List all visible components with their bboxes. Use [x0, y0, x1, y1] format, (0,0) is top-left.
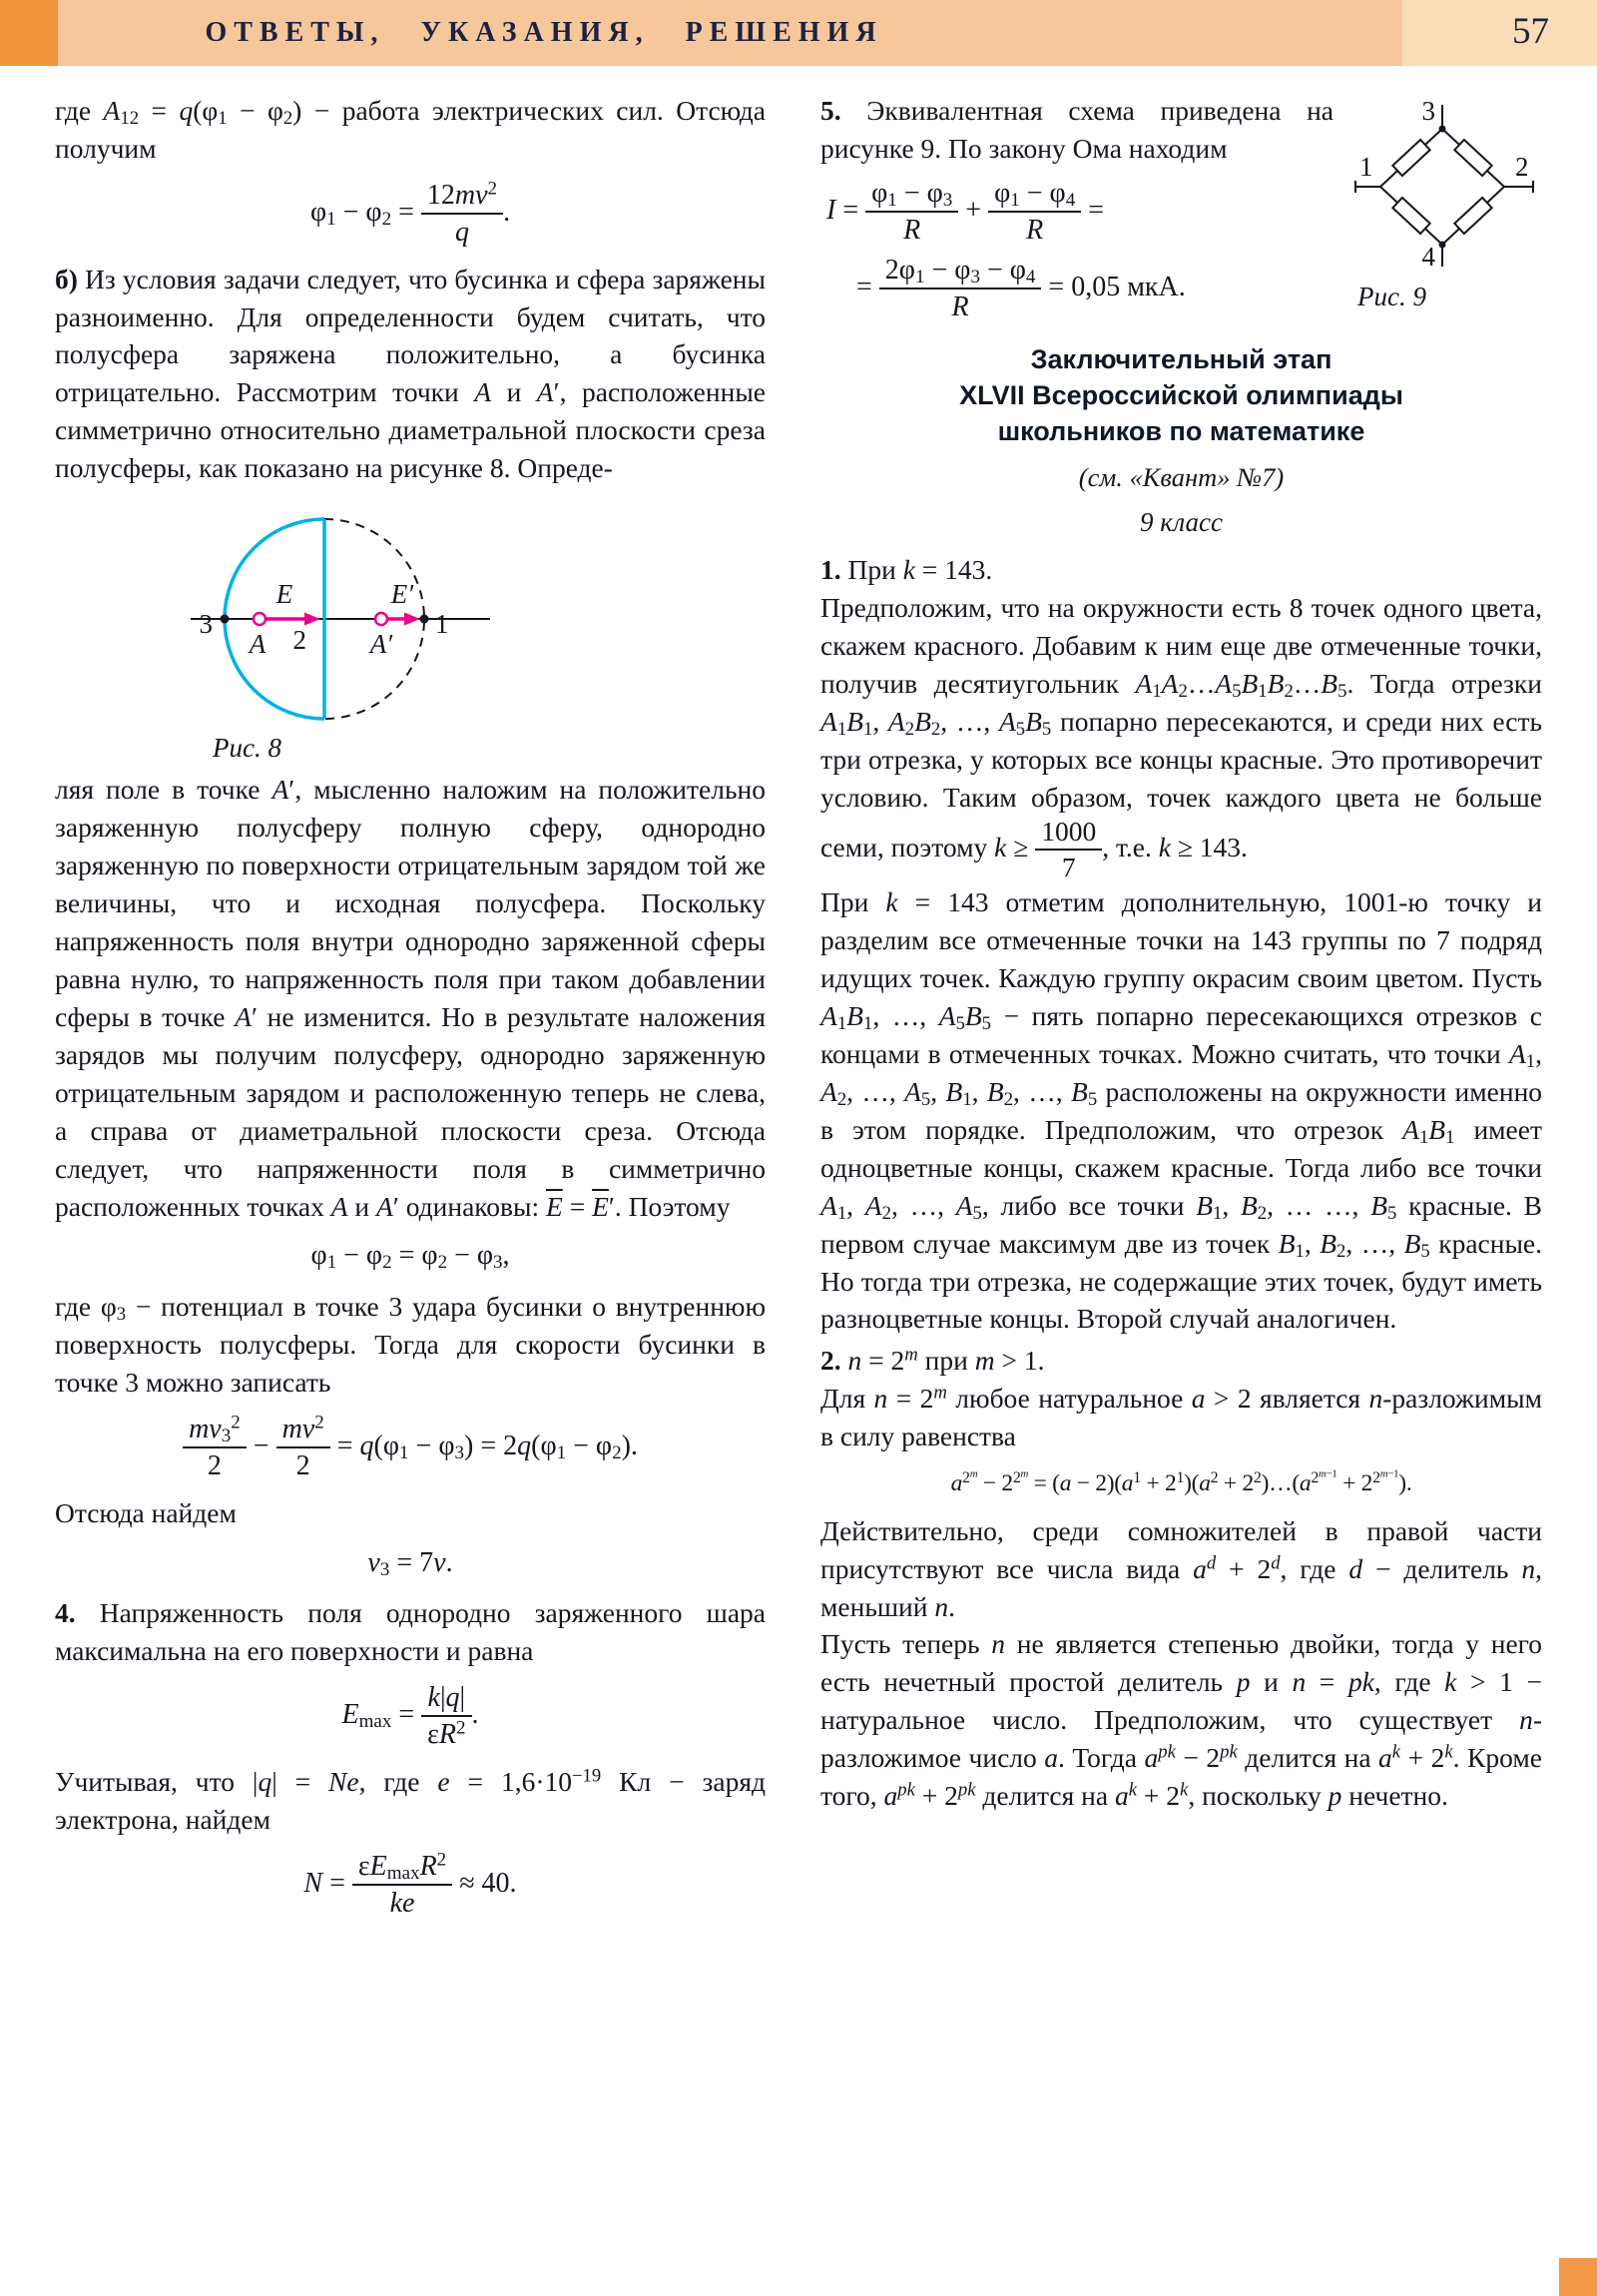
fig8-label-point2: 2	[292, 625, 306, 656]
fig9-caption: Рис. 9	[1357, 282, 1426, 311]
fig9-node-3: 3	[1421, 96, 1435, 126]
page-number: 57	[1512, 11, 1549, 52]
fig8-label-E-vector: E	[275, 579, 293, 610]
left-column	[55, 92, 766, 1931]
hemisphere-field-diagram	[55, 501, 766, 763]
paragraph-item4: 4. Напряженность поля однородно заряженного шара максимальна на его поверхности и равна	[55, 1597, 766, 1667]
paragraph-item5: 5. Эквивалентная схема приведена на рисунке 9. По закону Ома находим	[820, 95, 1333, 164]
fig9-node-1: 1	[1359, 152, 1373, 182]
formula-emax: $E_{max}$ = $\frac{k|q|}{\varepsilon R^2}$ .	[341, 1682, 479, 1751]
fig8-label-point1: 1	[435, 609, 449, 640]
olympiad-grade: 9 класс	[1140, 506, 1223, 537]
fig8-caption: Рис. 8	[213, 733, 281, 764]
formula-energy: $\frac{mv_3^2}{2}$ − $\frac{mv^2}{2}$ = $q(\varphi_1 - \varphi_3) = 2q(\varphi_1 - \varphi_2)$.	[55, 1414, 766, 1482]
math2-answer: 2. $n = 2^m$ при m > 1.	[820, 1345, 1045, 1377]
math1-paragraph1: Предположим, что на окружности есть 8 точек одного цвета, скажем красного. Добавим к ним еще две отмеченные точки, получив десятиугольник $A_1A_2\dots A_5B_1B_2\dots B_5$. Тогда отрезки $A_1B_1$, $A_2B_2$, …, $A_5B_5$ попарно пересекаются, и среди них есть три отрезка, у которых все концы красные. Это противоречит условию. Таким образом, точек каждого цвета не больше семи, поэтому k ≥ $\frac{1000}{7}$ , т.е. k ≥ 143.	[820, 591, 1542, 883]
paragraph-field-superposition: ляя поле в точке A′, мысленно наложим на положительно заряженную полусферу полную сферу, однородно заряженную по поверхности отрицательным зарядом той же величины, что и исходная полусфера. Поскольку напряженность поля внутри однородно заряженной сферы равна нулю, то напряженность поля при таком добавлении сферы в точке A′ не изменится. Но в результате наложения зарядов мы получим полусферу, однородно заряженную отрицательным зарядом и расположенную теперь не слева, а справа от диаметральной плоскости среза. Отсюда следует, что напряженности поля в симметрично расположенных точках A и A′ одинаковы: $\overline{E} = \overline{E}'$. Поэтому	[55, 774, 766, 1222]
figure-8-hemisphere-diagram	[55, 501, 766, 763]
formula-v3: $v_3 = 7v$.	[367, 1546, 453, 1580]
paragraph-intro: где $A_{12} = q(\varphi_1 - \varphi_2)$ − работа электрических сил. Отсюда получим	[55, 95, 767, 164]
page-header-title: ОТВЕТЫ, УКАЗАНИЯ, РЕШЕНИЯ	[205, 17, 883, 48]
corner-accent-square	[1559, 2258, 1597, 2296]
formula-current-line1: I = $\frac{\varphi_1 - \varphi_3}{R}$ + $\frac{\varphi_1 - \varphi_4}{R}$ =	[826, 177, 1105, 247]
bridge-circuit-diagram	[1347, 92, 1542, 277]
fig9-node-4: 4	[1421, 242, 1435, 272]
math2-paragraph3: Пусть теперь n не является степенью двойки, тогда у него есть нечетный простой делитель p и n = pk, где k > 1 − натуральное число. Предположим, что существует n-разложимое число a. Тогда $a^{pk} - 2^{pk}$ делится на $a^k + 2^k$. Кроме того, $a^{pk} + 2^{pk}$ делится на $a^k + 2^k$, поскольку p нечетно.	[820, 1628, 1543, 1812]
paragraph-part-b: б) Из условия задачи следует, что бусинка и сфера заряжены разноименно. Для определенности будем считать, что полусфера заряжена положительно, а бусинка отрицательно. Рассмотрим точки A и A′, расположенные симметрично относительно диаметральной плоскости среза полусферы, как показано на рисунке 8. Опреде-	[55, 263, 767, 484]
formula-potential-difference: $\varphi_1 - \varphi_2$ = $\frac{12mv^2}{q}$ .	[309, 178, 511, 249]
olympiad-source: (см. «Квант» №7)	[1078, 462, 1285, 493]
header-accent-block	[0, 0, 58, 66]
formula-phi-symmetry: $\varphi_1 - \varphi_2 = \varphi_2 - \varphi_3$,	[310, 1240, 510, 1274]
fig8-label-A-prime: A′	[369, 629, 393, 660]
math2-paragraph2: Действительно, среди сомножителей в правой части присутствуют все числа вида $a^d + 2^d$, где d − делитель n, меньший n.	[820, 1514, 1542, 1622]
header-band	[0, 0, 1597, 66]
figure-9-bridge-circuit	[1347, 92, 1542, 315]
fig8-label-A: A	[249, 629, 266, 660]
right-column	[820, 92, 1542, 1815]
math1-paragraph2: При k = 143 отметим дополнительную, 1001-ю точку и разделим все отмеченные точки на 143 группы по 7 подряд идущих точек. Каждую группу окрасим своим цветом. Пусть $A_1B_1$, …, $A_5B_5$ − пять попарно пересекающихся отрезков с концами в отмеченных точках. Можно считать, что точки $A_1$, $A_2$, …, $A_5$, $B_1$, $B_2$, …, $B_5$ расположены на окружности именно в этом порядке. Предположим, что отрезок $A_1B_1$ имеет одноцветные концы, скажем красные. Тогда либо все точки $A_1$, $A_2$, …, $A_5$, либо все точки $B_1$, $B_2$, … …, $B_5$ красные. В первом случае максимум две из точек $B_1$, $B_2$, …, $B_5$ красные. Но тогда три отрезка, не содержащие этих точек, будут иметь разноцветные концы. Второй случай аналогичен.	[820, 886, 1543, 1335]
paragraph-otsuda: Отсюда найдем	[55, 1496, 237, 1528]
paragraph-phi3: где $\varphi_3$ − потенциал в точке 3 удара бусинки о внутреннюю поверхность полусферы. Тогда для скорости бусинки в точке 3 можно записать	[55, 1291, 766, 1398]
math2-factorization-formula: $a^{2^m} - 2^{2^m} = (a - 2)(a^1 + 2^1)(a^2$ + $2^2)\dots(a^{2^{m-1}} + 2^{2^{m-1}})$.	[950, 1467, 1412, 1497]
math2-paragraph1: Для $n = 2^m$ любое натуральное a > 2 является n-разложимым в силу равенства	[820, 1383, 1542, 1452]
formula-N: N = $\frac{\varepsilon E_{max}R^2}{ke}$ ≈ 40.	[303, 1849, 517, 1920]
paragraph-uchityvaya: Учитывая, что |q| = Ne, где $e = 1,6\cdot 10^{-19}$ Кл − заряд электрона, найдем	[55, 1765, 767, 1835]
formula-current-line2: = $\frac{2\varphi_1 - \varphi_3 - \varphi_4}{R}$ = 0,05 мкА.	[856, 254, 1186, 322]
math1-answer: 1. При k = 143.	[820, 554, 993, 585]
fig8-label-point3: 3	[199, 609, 213, 640]
fig8-label-E-prime-vector: E′	[390, 579, 414, 610]
fig9-node-2: 2	[1515, 152, 1529, 182]
page-number-panel	[1402, 0, 1597, 66]
olympiad-heading: Заключительный этап XLVII Всероссийской олимпиады школьников по математике	[959, 344, 1403, 446]
